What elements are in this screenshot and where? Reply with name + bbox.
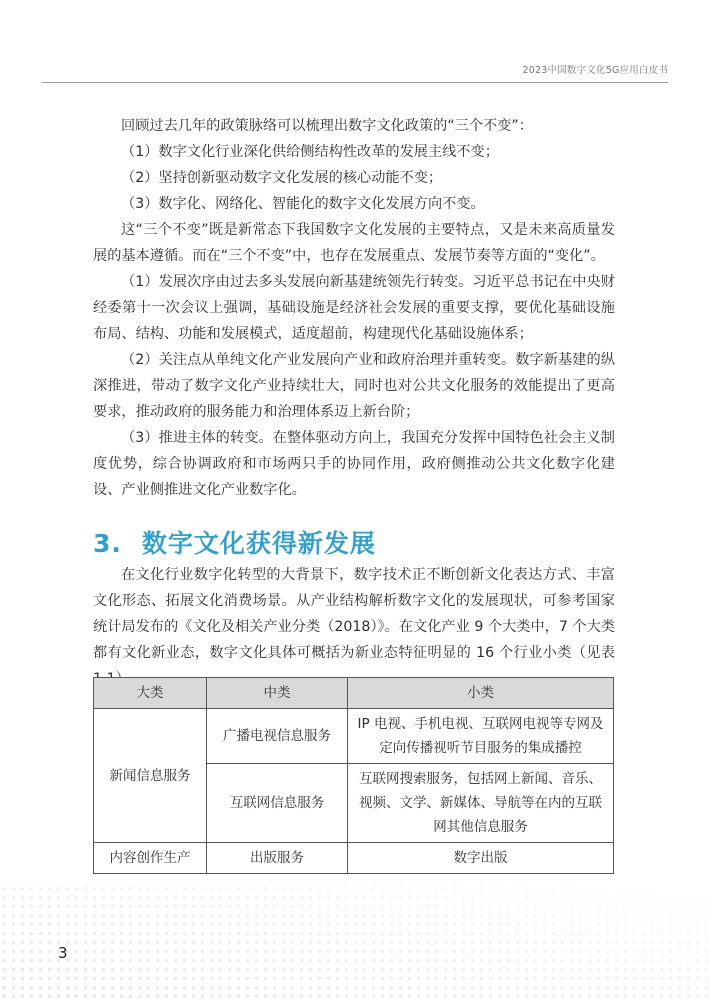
classification-table: [93, 677, 614, 874]
table-cell-middle: 互联网信息服务: [207, 764, 348, 843]
table-cell-middle: 出版服务: [207, 843, 348, 874]
list-item: （3）数字化、网络化、智能化的数字文化发展方向不变。: [121, 196, 485, 212]
paragraph: （3）推进主体的转变。在整体驱动方向上，我国充分发挥中国特色社会主义制度优势，综合协调政府和市场两只手的协同作用，政府侧推动公共文化数字化建设、产业侧推进文化产业数字化。: [93, 430, 615, 498]
running-header: 2023中国数字文化5G应用白皮书: [522, 65, 668, 76]
list-item: （2）坚持创新驱动数字文化发展的核心动能不变；: [121, 170, 443, 186]
paragraph: 回顾过去几年的政策脉络可以梳理出数字文化政策的“三个不变”：: [121, 118, 533, 134]
section-body: [93, 562, 615, 692]
table-cell-minor: 互联网搜索服务，包括网上新闻、音乐、视频、文学、新媒体、导航等在内的互联网其他信息服务: [348, 764, 614, 843]
table-row: [94, 843, 614, 874]
section-number: 3.: [93, 529, 122, 558]
header-divider: [42, 82, 668, 83]
body-text: [93, 113, 615, 503]
paragraph: 在文化行业数字化转型的大背景下，数字技术正不断创新文化表达方式、丰富文化形态、拓展文化消费场景。从产业结构解析数字文化的发展现状，可参考国家统计局发布的《文化及相关产业分类（2018）》。在文化产业 9 个大类中，7 个大类都有文化新业态，数字文化具体可概括为新业态特征明显的 16 个行业小类（见表: [93, 567, 615, 661]
table-cell-middle: 广播电视信息服务: [207, 709, 348, 764]
table-row: [94, 709, 614, 764]
table-header-row: [94, 678, 614, 709]
table-cell-minor: 数字出版: [348, 843, 614, 874]
section-heading: [93, 524, 376, 560]
table-cell-major: 新闻信息服务: [94, 709, 207, 843]
decorative-dot-pattern: [0, 884, 710, 1004]
paragraph: （1）发展次序由过去多头发展向新基建统领先行转变。习近平总书记在中央财经委第十一次会议上强调，基础设施是经济社会发展的重要支撑，要优化基础设施布局、结构、功能和发展模式，适度超前，构建现代化基础设施体系；: [93, 274, 615, 342]
section-title: 数字文化获得新发展: [141, 529, 376, 558]
list-item: （1）数字文化行业深化供给侧结构性改革的发展主线不变；: [121, 144, 499, 160]
paragraph: （2）关注点从单纯文化产业发展向产业和政府治理并重转变。数字新基建的纵深推进，带动了数字文化产业持续壮大，同时也对公共文化服务的效能提出了更高要求，推动政府的服务能力和治理体系迈上新台阶；: [93, 352, 615, 420]
table-header-cell: 小类: [348, 678, 614, 709]
table-cell-major: 内容创作生产: [94, 843, 207, 874]
page-number: 3: [58, 944, 68, 962]
table-cell-minor: IP 电视、手机电视、互联网电视等专网及定向传播视听节目服务的集成播控: [348, 709, 614, 764]
paragraph: 这“三个不变”既是新常态下我国数字文化发展的主要特点，又是未来高质量发展的基本遵循。而在“三个不变”中，也存在发展重点、发展节奏等方面的“变化”。: [93, 222, 615, 264]
table-header-cell: 大类: [94, 678, 207, 709]
table-header-cell: 中类: [207, 678, 348, 709]
